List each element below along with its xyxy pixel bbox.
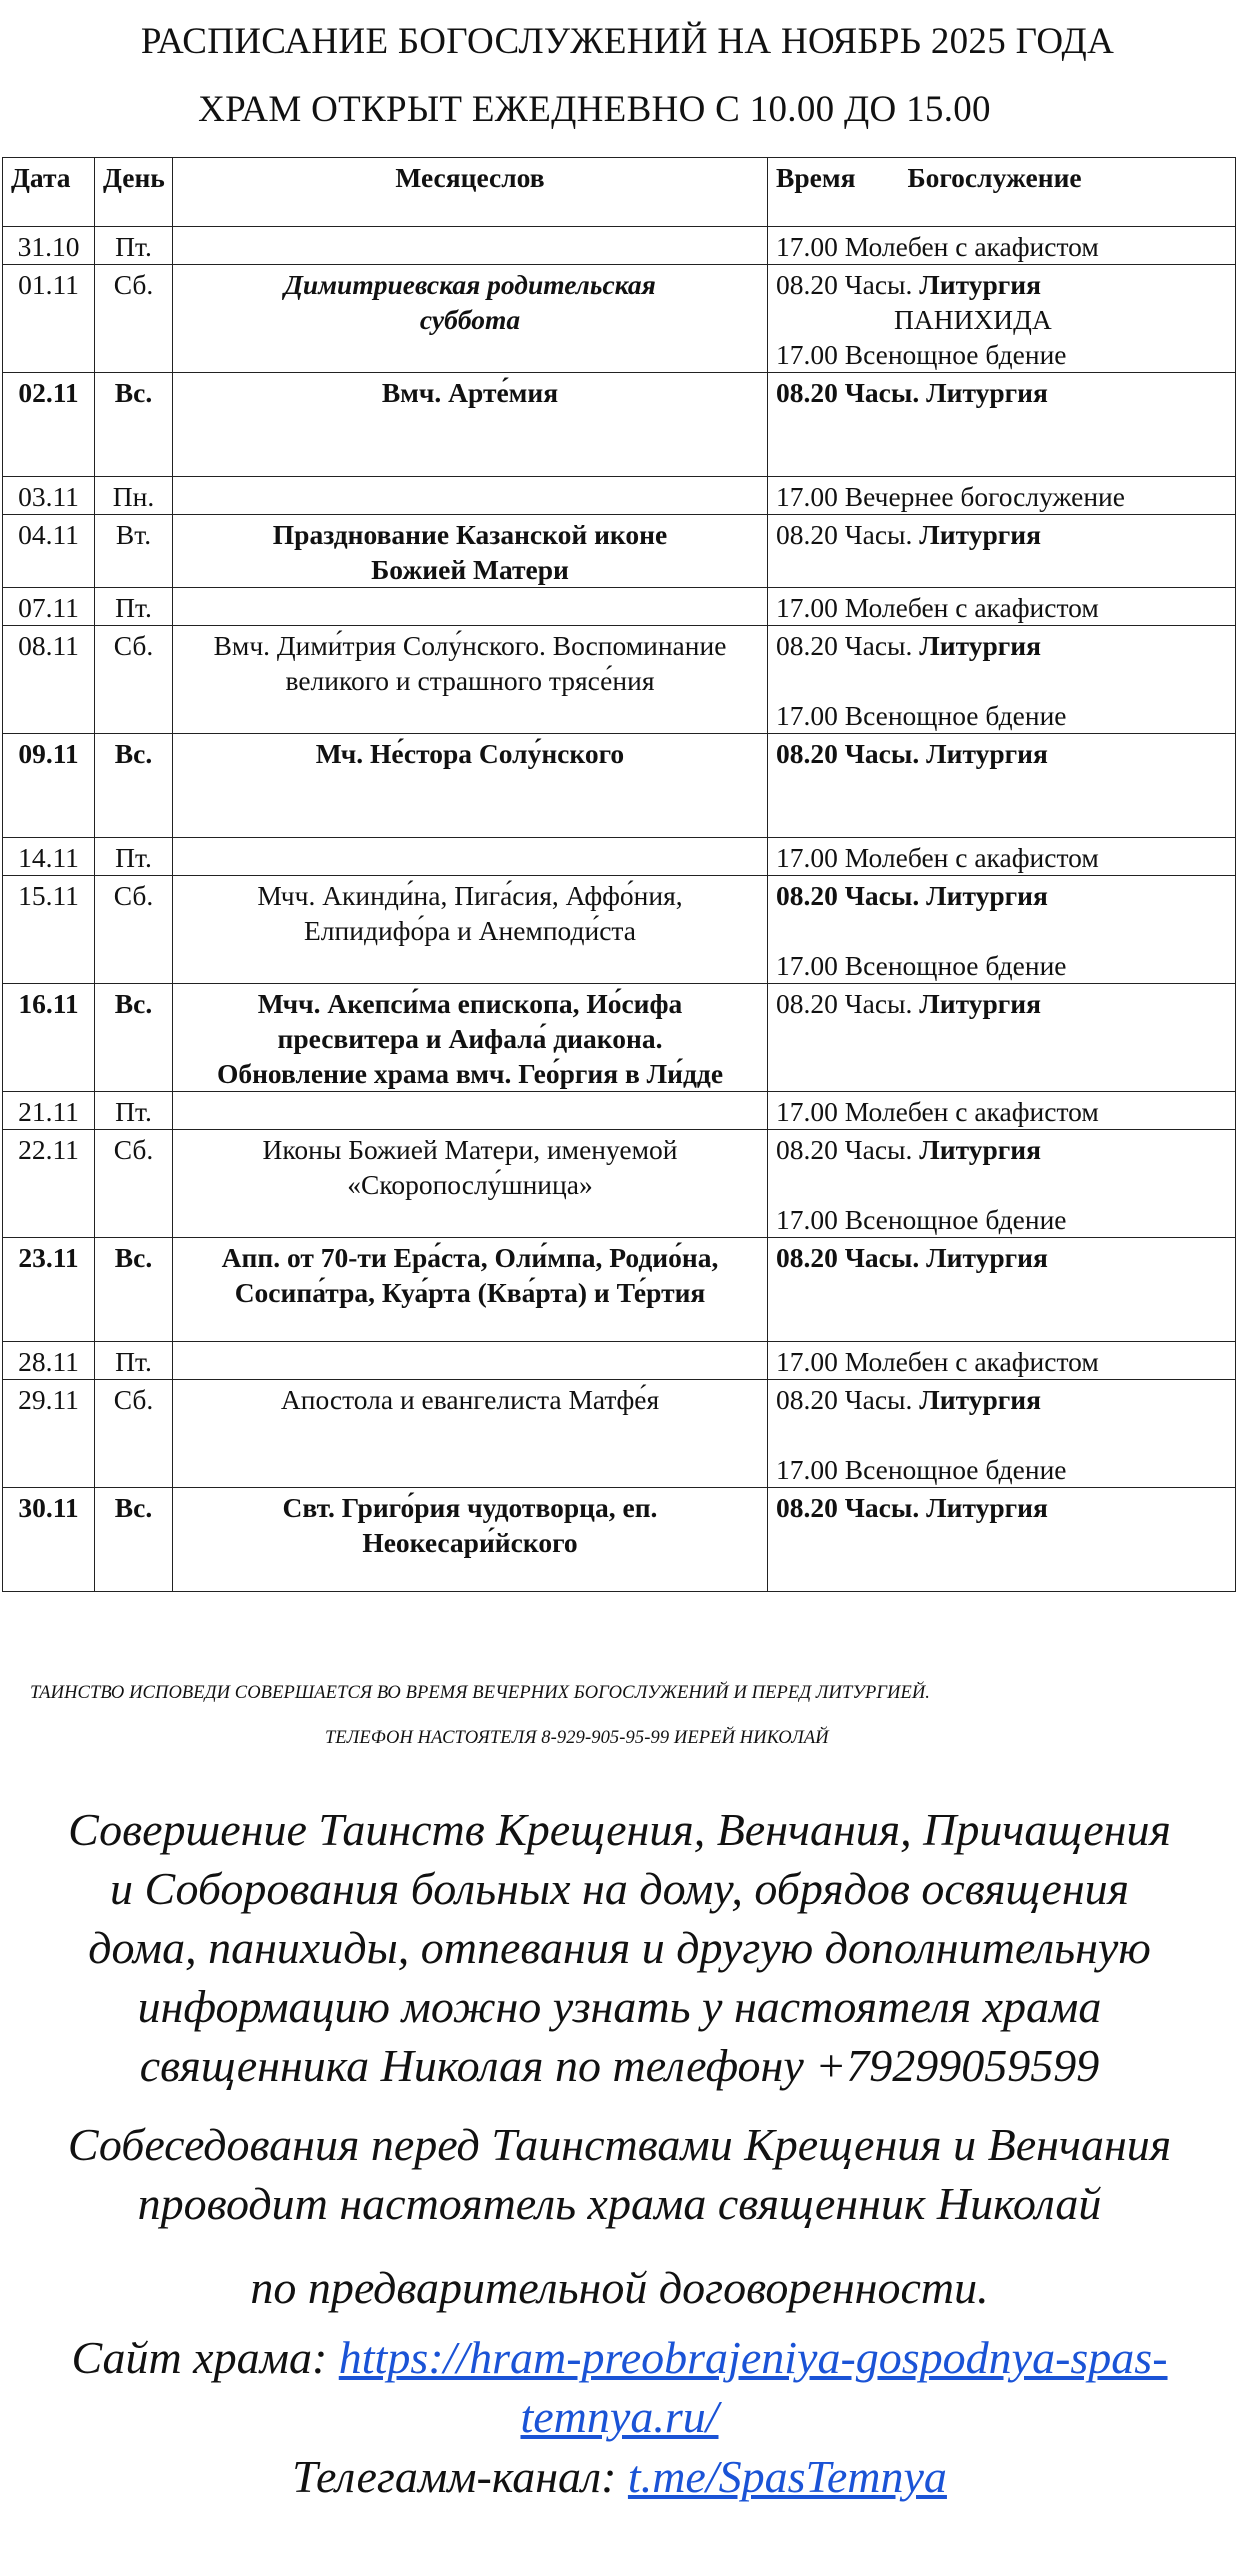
row-menologion — [173, 588, 768, 626]
opening-hours: ХРАМ ОТКРЫТ ЕЖЕДНЕВНО С 10.00 ДО 15.00 — [198, 89, 991, 130]
row-date: 16.11 — [3, 984, 95, 1092]
sacraments-info: Совершение Таинств Крещения, Венчания, Причащения и Соборования больных на дому, обрядов освящения дома, панихиды, отпевания и другую дополнительную информацию можно узнать у настоятеля храма священника Николая по телефону +79299059599 — [68, 1804, 1171, 2091]
table-row — [3, 227, 1236, 265]
row-date: 22.11 — [3, 1130, 95, 1238]
row-date: 28.11 — [3, 1342, 95, 1380]
row-day: Пт. — [95, 588, 173, 626]
row-service: 08.20 Часы. Литургия — [768, 1488, 1236, 1592]
row-service: 08.20 Часы. Литургия — [768, 373, 1236, 477]
row-service: 17.00 Молебен с акафистом — [768, 1092, 1236, 1130]
row-service: 17.00 Молебен с акафистом — [768, 838, 1236, 876]
telegram-line — [0, 2447, 1239, 2506]
row-menologion: Вмч. Арте́мия — [173, 373, 768, 477]
row-day: Вс. — [95, 734, 173, 838]
row-day: Сб. — [95, 626, 173, 734]
schedule-table — [2, 157, 1236, 1592]
header-time: Время — [776, 162, 856, 193]
header-time-service — [768, 158, 1236, 227]
row-day: Сб. — [95, 876, 173, 984]
row-service: 08.20 Часы. Литургия 17.00 Всенощное бдение — [768, 1130, 1236, 1238]
table-row — [3, 588, 1236, 626]
row-day: Пн. — [95, 477, 173, 515]
row-menologion: Мчч. Акинди́на, Пига́сия, Аффо́ния, Елпидифо́ра и Анемподи́ста — [173, 876, 768, 984]
row-date: 14.11 — [3, 838, 95, 876]
row-day: Пт. — [95, 1342, 173, 1380]
confession-note: ТАИНСТВО ИСПОВЕДИ СОВЕРШАЕТСЯ ВО ВРЕМЯ ВЕЧЕРНИХ БОГОСЛУЖЕНИЙ И ПЕРЕД ЛИТУРГИЕЙ. — [30, 1683, 931, 1703]
row-day: Сб. — [95, 265, 173, 373]
header-day: День — [95, 158, 173, 227]
website-link[interactable]: https://hram-preobrajeniya-gospodnya-spas- — [338, 2332, 1168, 2383]
row-date: 09.11 — [3, 734, 95, 838]
row-date: 08.11 — [3, 626, 95, 734]
row-date: 07.11 — [3, 588, 95, 626]
table-row — [3, 1488, 1236, 1592]
row-menologion: Апостола и евангелиста Матфе́я — [173, 1380, 768, 1488]
table-header-row — [3, 158, 1236, 227]
table-row — [3, 838, 1236, 876]
row-date: 30.11 — [3, 1488, 95, 1592]
row-date: 03.11 — [3, 477, 95, 515]
row-day: Сб. — [95, 1380, 173, 1488]
row-date: 01.11 — [3, 265, 95, 373]
row-day: Пт. — [95, 838, 173, 876]
website-link-continued[interactable]: temnya.ru/ — [520, 2391, 719, 2442]
row-day: Вс. — [95, 1238, 173, 1342]
row-day: Вс. — [95, 1488, 173, 1592]
table-row — [3, 876, 1236, 984]
row-service: 08.20 Часы. Литургия 17.00 Всенощное бдение — [768, 626, 1236, 734]
row-day: Вс. — [95, 373, 173, 477]
row-menologion: Димитриевская родительская суббота — [173, 265, 768, 373]
website-label: Сайт храма: — [71, 2332, 339, 2383]
table-row — [3, 1238, 1236, 1342]
header-date: Дата — [3, 158, 95, 227]
row-date: 23.11 — [3, 1238, 95, 1342]
table-row — [3, 1092, 1236, 1130]
table-row — [3, 984, 1236, 1092]
row-day: Сб. — [95, 1130, 173, 1238]
row-service: 17.00 Молебен с акафистом — [768, 227, 1236, 265]
row-service: 08.20 Часы. Литургия — [768, 734, 1236, 838]
row-service: 17.00 Молебен с акафистом — [768, 1342, 1236, 1380]
row-menologion: Мч. Не́стора Солу́нского — [173, 734, 768, 838]
row-date: 21.11 — [3, 1092, 95, 1130]
table-row — [3, 373, 1236, 477]
table-row — [3, 1130, 1236, 1238]
row-date: 02.11 — [3, 373, 95, 477]
header-service: Богослужение — [907, 162, 1082, 193]
row-service: 08.20 Часы. Литургия — [768, 515, 1236, 588]
table-row — [3, 265, 1236, 373]
row-date: 04.11 — [3, 515, 95, 588]
row-day: Пт. — [95, 227, 173, 265]
table-row — [3, 626, 1236, 734]
row-service: 17.00 Вечернее богослужение — [768, 477, 1236, 515]
row-menologion: Апп. от 70-ти Ера́ста, Оли́мпа, Родио́на, Сосипа́тра, Куа́рта (Ква́рта) и Те́ртия — [173, 1238, 768, 1342]
row-day: Вс. — [95, 984, 173, 1092]
rector-phone-note: ТЕЛЕФОН НАСТОЯТЕЛЯ 8-929-905-95-99 ИЕРЕЙ НИКОЛАЙ — [325, 1728, 829, 1748]
table-row — [3, 1342, 1236, 1380]
row-menologion — [173, 1342, 768, 1380]
telegram-label: Телегамм-канал: — [292, 2451, 628, 2502]
row-menologion — [173, 477, 768, 515]
row-menologion — [173, 838, 768, 876]
interview-info: Собеседования перед Таинствами Крещения и Венчания проводит настоятель храма священник Николай — [67, 2119, 1172, 2229]
row-menologion: Вмч. Дими́трия Солу́нского. Воспоминание великого и страшного трясе́ния — [173, 626, 768, 734]
header-menologion: Месяцеслов — [173, 158, 768, 227]
row-service: 08.20 Часы. Литургия ПАНИХИДА 17.00 Всенощное бдение — [768, 265, 1236, 373]
row-date: 15.11 — [3, 876, 95, 984]
interview-info-appointment: по предварительной договоренности. — [250, 2262, 989, 2313]
table-row — [3, 1380, 1236, 1488]
row-service: 08.20 Часы. Литургия 17.00 Всенощное бдение — [768, 876, 1236, 984]
row-menologion: Иконы Божией Матери, именуемой «Скоропослу́шница» — [173, 1130, 768, 1238]
row-menologion: Свт. Григо́рия чудотворца, еп. Неокесари́йского — [173, 1488, 768, 1592]
row-service: 08.20 Часы. Литургия — [768, 984, 1236, 1092]
table-row — [3, 515, 1236, 588]
row-service: 17.00 Молебен с акафистом — [768, 588, 1236, 626]
row-day: Пт. — [95, 1092, 173, 1130]
row-menologion — [173, 1092, 768, 1130]
row-service: 08.20 Часы. Литургия — [768, 1238, 1236, 1342]
row-menologion: Празднование Казанской иконе Божией Матери — [173, 515, 768, 588]
row-date: 29.11 — [3, 1380, 95, 1488]
row-menologion: Мчч. Акепси́ма епископа, Ио́сифа пресвитера и Аифала́ диакона. Обновление храма вмч. Гео́ргия в Ли́дде — [173, 984, 768, 1092]
row-day: Вт. — [95, 515, 173, 588]
table-row — [3, 734, 1236, 838]
row-menologion — [173, 227, 768, 265]
row-service: 08.20 Часы. Литургия 17.00 Всенощное бдение — [768, 1380, 1236, 1488]
website-line — [0, 2328, 1239, 2446]
table-row — [3, 477, 1236, 515]
schedule-title: РАСПИСАНИЕ БОГОСЛУЖЕНИЙ НА НОЯБРЬ 2025 ГОДА — [140, 21, 1115, 62]
row-date: 31.10 — [3, 227, 95, 265]
telegram-link[interactable]: t.me/SpasTemnya — [627, 2451, 947, 2502]
